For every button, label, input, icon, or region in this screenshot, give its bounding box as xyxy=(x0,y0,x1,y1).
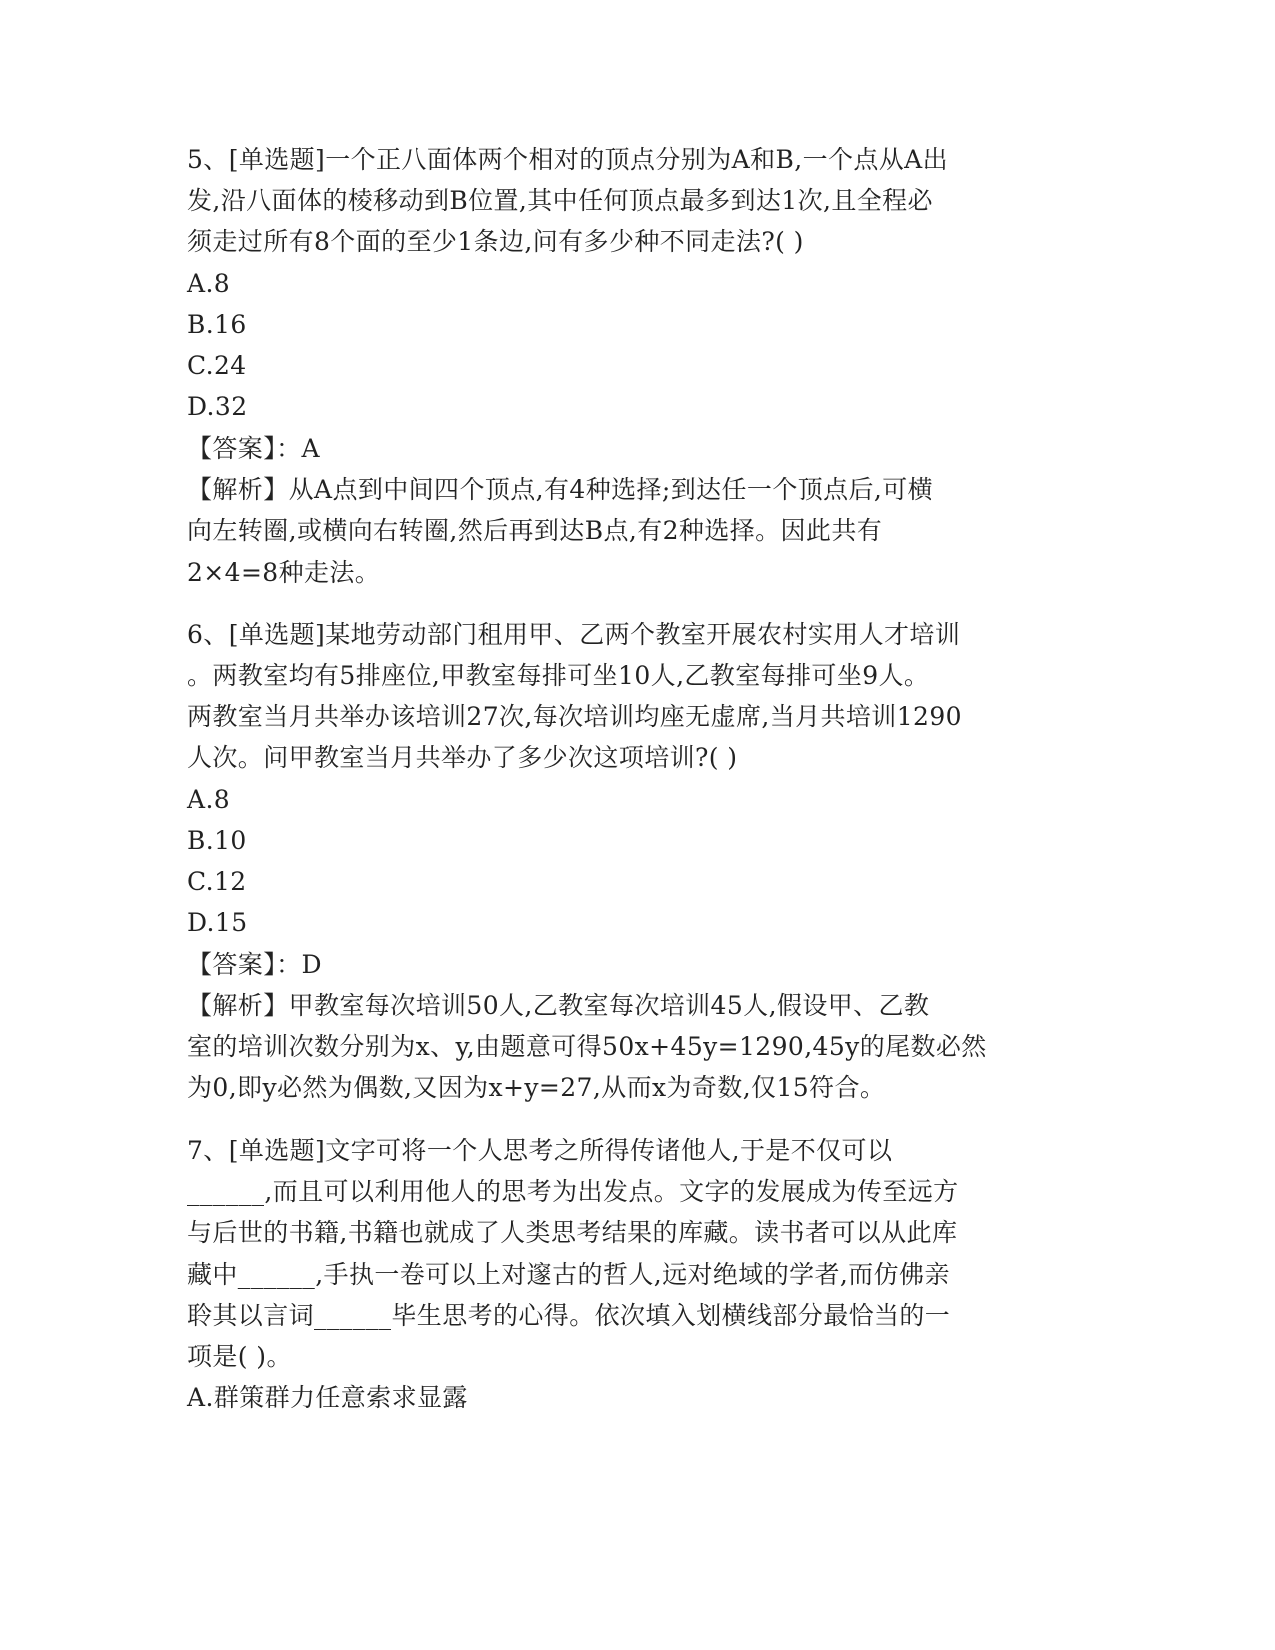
question-6-option-b: B.10 xyxy=(187,826,247,855)
question-6-stem-line-3: 两教室当月共举办该培训27次,每次培训均座无虚席,当月共培训1290 xyxy=(187,702,962,731)
question-6-option-a: A.8 xyxy=(187,785,231,814)
question-5-stem-line-3: 须走过所有8个面的至少1条边,问有多少种不同走法?( ) xyxy=(187,227,804,256)
question-5-option-c: C.24 xyxy=(187,351,247,380)
question-6-option-c: C.12 xyxy=(187,867,247,896)
question-6-stem-line-2: 。两教室均有5排座位,甲教室每排可坐10人,乙教室每排可坐9人。 xyxy=(187,661,930,690)
question-7-stem-line-5: 聆其以言词______毕生思考的心得。依次填入划横线部分最恰当的一 xyxy=(187,1301,951,1330)
question-5-analysis-line-2: 向左转圈,或横向右转圈,然后再到达B点,有2种选择。因此共有 xyxy=(187,516,883,545)
question-6-option-d: D.15 xyxy=(187,908,248,937)
question-6-stem-line-4: 人次。问甲教室当月共举办了多少次这项培训?( ) xyxy=(187,743,738,772)
question-5-answer: 【答案】：A xyxy=(187,434,320,463)
question-6-analysis-line-2: 室的培训次数分别为x、y,由题意可得50x+45y=1290,45y的尾数必然 xyxy=(187,1032,987,1061)
question-5-option-a: A.8 xyxy=(187,269,231,298)
question-5-analysis-line-3: 2×4=8种走法。 xyxy=(187,558,381,587)
question-7-stem-line-4: 藏中______,手执一卷可以上对邃古的哲人,远对绝域的学者,而仿佛亲 xyxy=(187,1260,950,1289)
question-5-option-d: D.32 xyxy=(187,392,248,421)
question-5-analysis-line-1: 【解析】从A点到中间四个顶点,有4种选择;到达任一个顶点后,可横 xyxy=(187,475,934,504)
question-7-stem-line-3: 与后世的书籍,书籍也就成了人类思考结果的库藏。读书者可以从此库 xyxy=(187,1218,958,1247)
question-6-analysis-line-3: 为0,即y必然为偶数,又因为x+y=27,从而x为奇数,仅15符合。 xyxy=(187,1073,886,1102)
question-6-answer: 【答案】：D xyxy=(187,950,322,979)
question-7-stem-line-2: ______,而且可以利用他人的思考为出发点。文字的发展成为传至远方 xyxy=(187,1177,959,1206)
question-5-stem-line-1: 5、[单选题]一个正八面体两个相对的顶点分别为A和B,一个点从A出 xyxy=(187,145,949,174)
question-5-stem-line-2: 发,沿八面体的棱移动到B位置,其中任何顶点最多到达1次,且全程必 xyxy=(187,186,933,215)
question-6-stem-line-1: 6、[单选题]某地劳动部门租用甲、乙两个教室开展农村实用人才培训 xyxy=(187,620,961,649)
question-7-option-a: A.群策群力任意索求显露 xyxy=(187,1383,468,1412)
question-5-option-b: B.16 xyxy=(187,310,247,339)
question-7-stem-line-6: 项是( )。 xyxy=(187,1342,292,1371)
question-7-stem-line-1: 7、[单选题]文字可将一个人思考之所得传诸他人,于是不仅可以 xyxy=(187,1136,893,1165)
question-6-analysis-line-1: 【解析】甲教室每次培训50人,乙教室每次培训45人,假设甲、乙教 xyxy=(187,991,930,1020)
